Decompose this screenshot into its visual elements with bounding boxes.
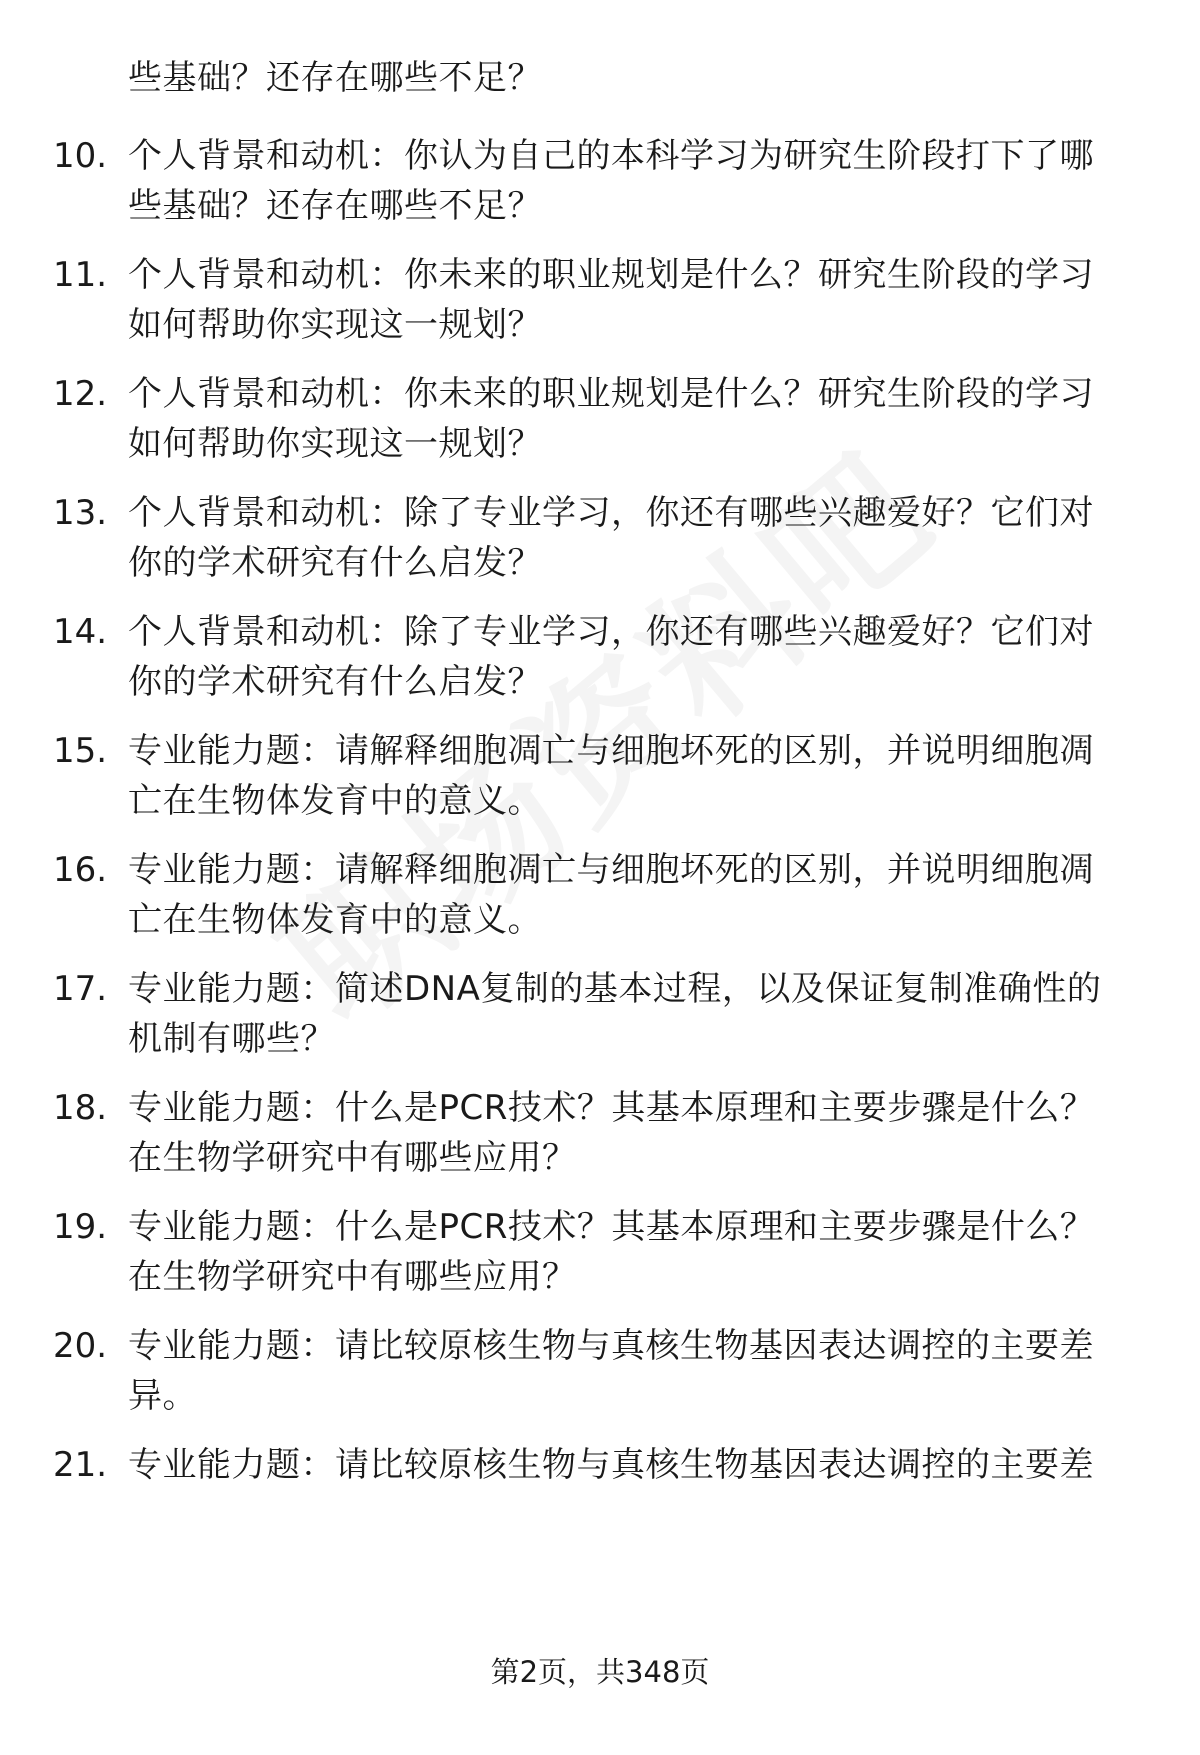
question-text-line: 专业能力题：简述DNA复制的基本过程，以及保证复制准确性的 xyxy=(128,969,1102,1009)
question-text-line: 异。 xyxy=(128,1376,197,1416)
question-number: 21. xyxy=(53,1445,108,1485)
question-text-line: 专业能力题：请比较原核生物与真核生物基因表达调控的主要差 xyxy=(128,1326,1094,1366)
question-text-line: 个人背景和动机：除了专业学习，你还有哪些兴趣爱好？它们对 xyxy=(128,493,1094,533)
question-text-line: 你的学术研究有什么启发？ xyxy=(128,543,542,583)
question-text-line: 个人背景和动机：你未来的职业规划是什么？研究生阶段的学习 xyxy=(128,374,1094,414)
question-text-line: 个人背景和动机：你未来的职业规划是什么？研究生阶段的学习 xyxy=(128,255,1094,295)
question-text-line: 专业能力题：什么是PCR技术？其基本原理和主要步骤是什么？ xyxy=(128,1088,1095,1128)
question-text-line: 些基础？还存在哪些不足？ xyxy=(128,186,542,226)
page-footer: 第2页，共348页 xyxy=(490,1655,710,1689)
question-number: 14. xyxy=(53,612,108,652)
question-number: 16. xyxy=(53,850,108,890)
question-text-line: 如何帮助你实现这一规划？ xyxy=(128,305,542,345)
question-number: 18. xyxy=(53,1088,108,1128)
question-text-line: 在生物学研究中有哪些应用？ xyxy=(128,1257,577,1297)
question-text-line: 个人背景和动机：除了专业学习，你还有哪些兴趣爱好？它们对 xyxy=(128,612,1094,652)
question-number: 12. xyxy=(53,374,108,414)
question-text-line: 专业能力题：请解释细胞凋亡与细胞坏死的区别，并说明细胞凋 xyxy=(128,731,1094,771)
question-text-line: 亡在生物体发育中的意义。 xyxy=(128,900,542,940)
question-text-line: 你的学术研究有什么启发？ xyxy=(128,662,542,702)
carryover-line: 些基础？还存在哪些不足？ xyxy=(128,58,542,98)
question-number: 11. xyxy=(53,255,108,295)
question-number: 13. xyxy=(53,493,108,533)
question-text-line: 专业能力题：请解释细胞凋亡与细胞坏死的区别，并说明细胞凋 xyxy=(128,850,1094,890)
question-number: 15. xyxy=(53,731,108,771)
question-text-line: 个人背景和动机：你认为自己的本科学习为研究生阶段打下了哪 xyxy=(128,136,1094,176)
question-text-line: 如何帮助你实现这一规划？ xyxy=(128,424,542,464)
question-text-line: 专业能力题：什么是PCR技术？其基本原理和主要步骤是什么？ xyxy=(128,1207,1095,1247)
question-number: 19. xyxy=(53,1207,108,1247)
question-text-line: 机制有哪些？ xyxy=(128,1019,335,1059)
question-text-line: 亡在生物体发育中的意义。 xyxy=(128,781,542,821)
question-number: 10. xyxy=(53,136,108,176)
question-number: 20. xyxy=(53,1326,108,1366)
question-number: 17. xyxy=(53,969,108,1009)
question-text-line: 在生物学研究中有哪些应用？ xyxy=(128,1138,577,1178)
question-text-line: 专业能力题：请比较原核生物与真核生物基因表达调控的主要差 xyxy=(128,1445,1094,1485)
